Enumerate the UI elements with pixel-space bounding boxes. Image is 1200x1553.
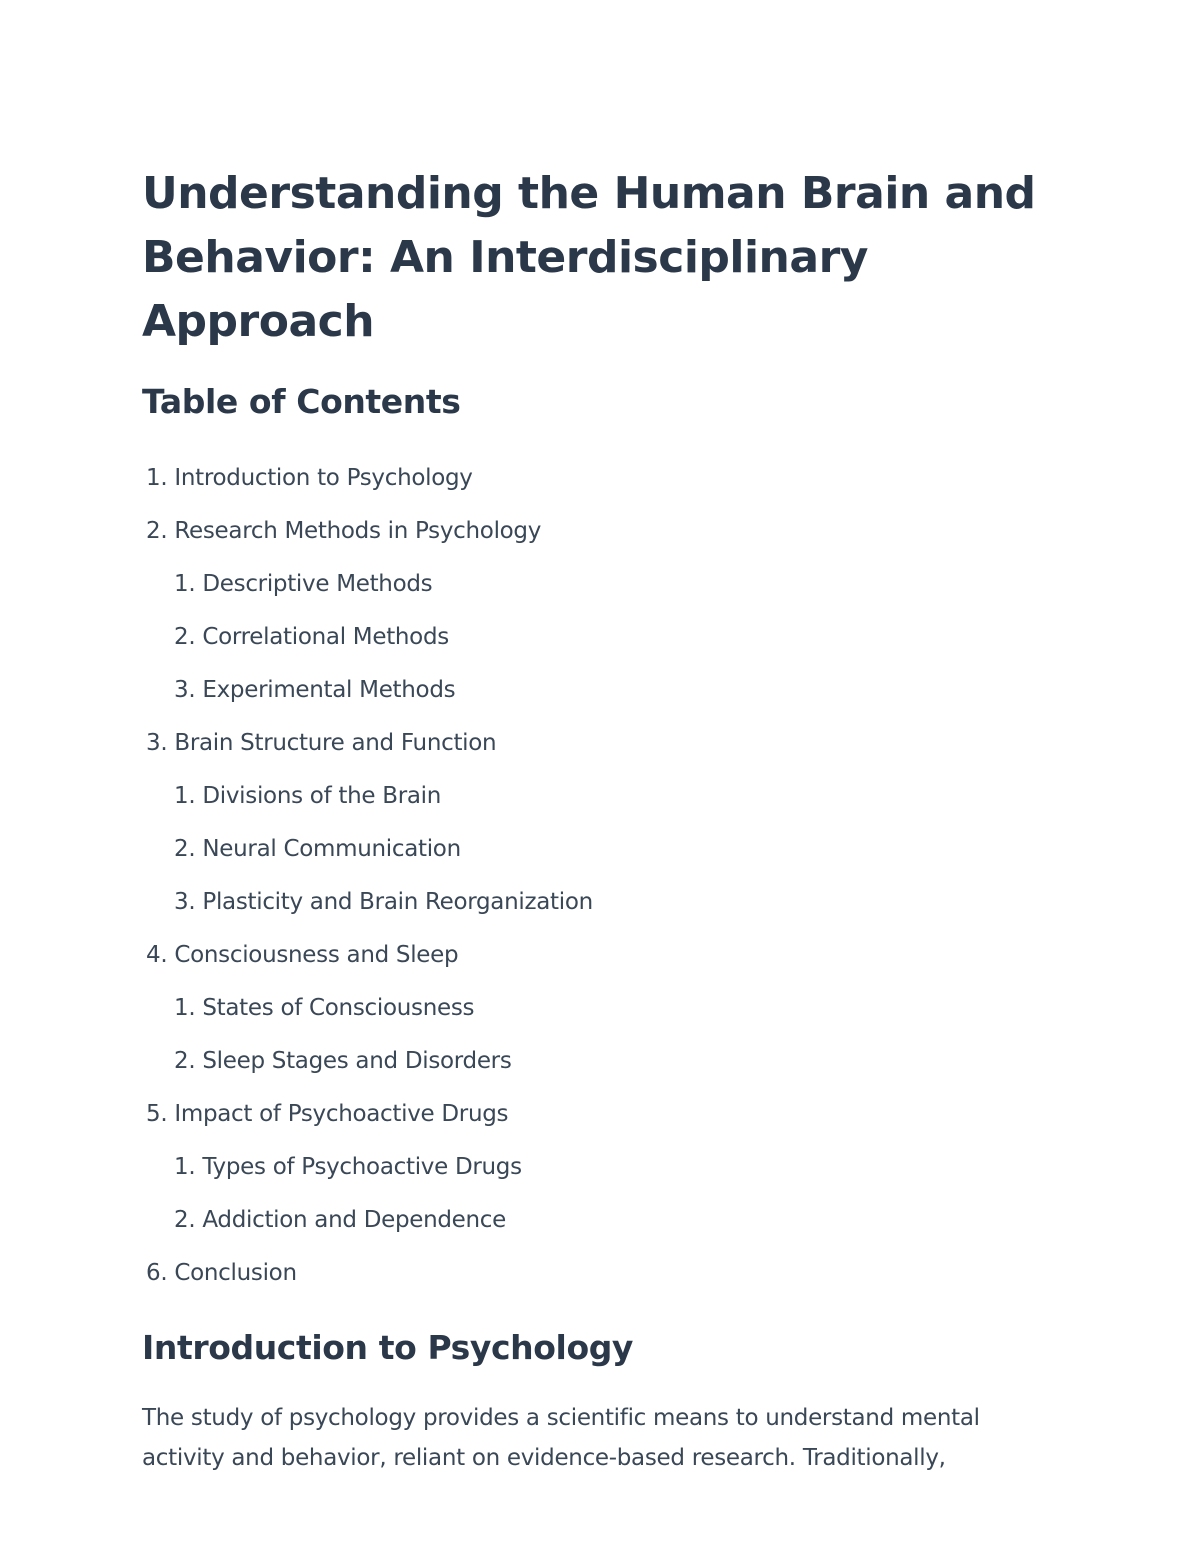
toc-item-number: 1. <box>174 571 196 597</box>
toc-item-label: Descriptive Methods <box>202 571 433 597</box>
toc-subitem[interactable] <box>142 558 1072 611</box>
toc-item-number: 3. <box>174 677 196 703</box>
intro-paragraph-line-1: The study of psychology provides a scientific means to understand mental <box>142 1405 980 1431</box>
toc-item-label: Research Methods in Psychology <box>174 518 542 544</box>
toc-item-number: 3. <box>146 730 168 756</box>
section-heading-introduction: Introduction to Psychology <box>142 1328 634 1367</box>
toc-item-number: 2. <box>174 836 196 862</box>
toc-item-number: 1. <box>174 1154 196 1180</box>
toc-item-number: 4. <box>146 942 168 968</box>
document-title-line-2: Behavior: An Interdisciplinary Approach <box>142 232 868 347</box>
toc-subitem[interactable] <box>142 823 1072 876</box>
toc-item-label: Conclusion <box>174 1260 297 1286</box>
toc-item[interactable] <box>142 1088 1072 1141</box>
toc-subitem[interactable] <box>142 876 1072 929</box>
toc-subitem[interactable] <box>142 611 1072 664</box>
toc-heading: Table of Contents <box>142 382 461 421</box>
toc-item-number: 2. <box>174 1048 196 1074</box>
toc-subitem[interactable] <box>142 1194 1072 1247</box>
toc-item-label: Consciousness and Sleep <box>174 942 459 968</box>
toc-item-label: Impact of Psychoactive Drugs <box>174 1101 509 1127</box>
toc-subitem[interactable] <box>142 1035 1072 1088</box>
toc-item-label: Brain Structure and Function <box>174 730 497 756</box>
toc-item[interactable] <box>142 452 1072 505</box>
toc-item-number: 2. <box>146 518 168 544</box>
document-title-line-1: Understanding the Human Brain and <box>142 168 1036 219</box>
document-title <box>142 162 1072 354</box>
toc-item-number: 6. <box>146 1260 168 1286</box>
toc-subitem[interactable] <box>142 664 1072 717</box>
toc-item[interactable] <box>142 1247 1072 1300</box>
toc-item-label: Introduction to Psychology <box>174 465 473 491</box>
toc-item[interactable] <box>142 929 1072 982</box>
toc-item-number: 1. <box>146 465 168 491</box>
toc-item-number: 1. <box>174 995 196 1021</box>
toc-item[interactable] <box>142 505 1072 558</box>
toc-item-label: States of Consciousness <box>202 995 475 1021</box>
toc-subitem[interactable] <box>142 982 1072 1035</box>
toc-item-number: 2. <box>174 624 196 650</box>
toc-item-number: 3. <box>174 889 196 915</box>
toc-item-label: Experimental Methods <box>202 677 456 703</box>
intro-paragraph <box>142 1398 1072 1478</box>
toc-item-number: 2. <box>174 1207 196 1233</box>
toc-item-label: Types of Psychoactive Drugs <box>202 1154 522 1180</box>
toc-item-label: Neural Communication <box>202 836 461 862</box>
toc-item-label: Divisions of the Brain <box>202 783 442 809</box>
intro-paragraph-line-2: activity and behavior, reliant on evidence-based research. Traditionally, <box>142 1445 946 1471</box>
toc-item-label: Plasticity and Brain Reorganization <box>202 889 593 915</box>
toc-item-number: 1. <box>174 783 196 809</box>
toc-subitem[interactable] <box>142 770 1072 823</box>
toc-item-label: Sleep Stages and Disorders <box>202 1048 512 1074</box>
table-of-contents <box>142 452 1072 1300</box>
toc-subitem[interactable] <box>142 1141 1072 1194</box>
document-page <box>142 162 1072 1478</box>
toc-item-number: 5. <box>146 1101 168 1127</box>
toc-item-label: Addiction and Dependence <box>202 1207 507 1233</box>
toc-item-label: Correlational Methods <box>202 624 449 650</box>
toc-item[interactable] <box>142 717 1072 770</box>
